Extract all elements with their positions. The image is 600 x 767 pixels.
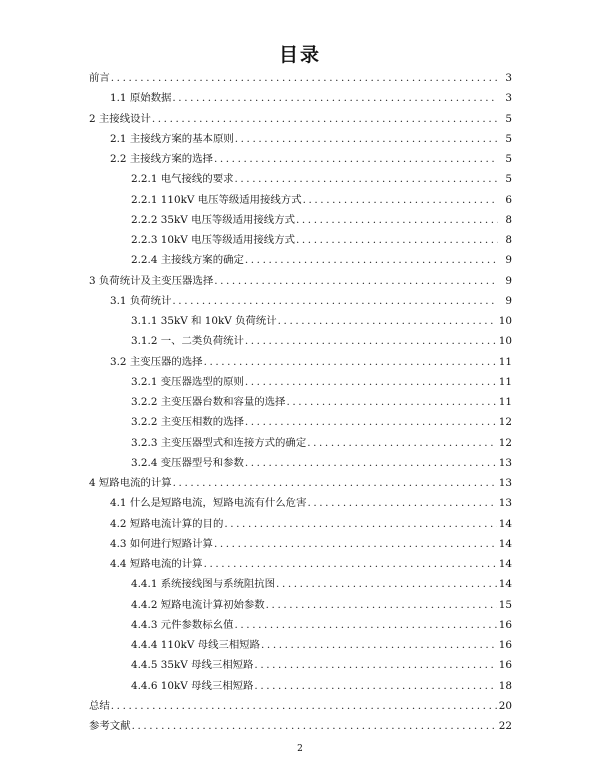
toc-entry[interactable]: [131, 453, 512, 473]
toc-entry[interactable]: [131, 595, 512, 615]
toc-leader-dots: [234, 169, 498, 189]
toc-entry-label: 3.1.1 35kV 和 10kV 负荷统计: [131, 315, 277, 327]
toc-entry[interactable]: [110, 554, 512, 574]
toc-entry-label: 3.2.4 变压器型号和参数: [131, 456, 244, 469]
toc-entry[interactable]: [110, 88, 512, 108]
toc-entry-label: 2.1 主接线方案的基本原则: [110, 132, 234, 145]
toc-entry[interactable]: [110, 352, 512, 372]
toc-entry-page: 8: [505, 213, 512, 226]
toc-entry-label: 3.2.2 主变压器台数和容量的选择: [131, 396, 286, 408]
toc-leader-dots: [245, 412, 497, 432]
toc-entry[interactable]: [131, 210, 512, 230]
toc-entry-page: 12: [498, 416, 512, 429]
toc-leader-dots: [254, 676, 496, 696]
toc-entry[interactable]: [89, 271, 512, 291]
toc-entry-label: 2.2.1 110kV 电压等级适用接线方式: [131, 193, 302, 206]
toc-entry-page: 14: [498, 578, 512, 591]
page-number: 2: [297, 744, 303, 754]
toc-entry-page: 9: [505, 274, 512, 287]
toc-entry-label: 1.1 原始数据: [110, 92, 172, 105]
toc-leader-dots: [245, 453, 497, 473]
toc-entry-label: 4.4.1 系统接线图与系统阻抗图: [131, 578, 276, 591]
toc-leader-dots: [204, 554, 497, 574]
toc-entry[interactable]: [131, 372, 512, 392]
toc-leader-dots: [245, 331, 497, 351]
toc-leader-dots: [152, 109, 498, 129]
toc-leader-dots: [214, 271, 498, 291]
toc-entry[interactable]: [131, 190, 512, 210]
page-title: 目录: [278, 44, 321, 66]
toc-leader-dots: [254, 655, 496, 675]
toc-entry-label: 2.2.4 主接线方案的确定: [131, 254, 244, 267]
toc-entry-label: 3.2 主变压器的选择: [110, 355, 203, 368]
toc-entry-page: 5: [505, 132, 512, 145]
toc-leader-dots: [296, 210, 498, 230]
toc-entry-label: 4.4.5 35kV 母线三相短路: [131, 659, 254, 672]
toc-entry-label: 3.1 负荷统计: [110, 294, 172, 307]
toc-entry-page: 14: [498, 517, 512, 530]
toc-entry[interactable]: [89, 716, 512, 736]
toc-entry[interactable]: [110, 149, 512, 169]
toc-leader-dots: [307, 433, 497, 453]
toc-entry-label: 2.2.1 电气接线的要求: [131, 173, 234, 186]
toc-leader-dots: [286, 392, 496, 412]
toc-entry-label: 4.4.4 110kV 母线三相短路: [131, 639, 261, 651]
toc-entry[interactable]: [89, 696, 512, 716]
toc-entry[interactable]: [110, 129, 512, 149]
toc-entry-page: 16: [498, 639, 512, 651]
toc-entry[interactable]: [110, 493, 512, 513]
toc-leader-dots: [173, 473, 497, 493]
toc-entry-page: 10: [498, 335, 512, 348]
toc-entry-label: 4 短路电流的计算: [89, 477, 172, 489]
toc-entry-label: 2 主接线设计: [89, 112, 151, 125]
toc-leader-dots: [261, 635, 497, 655]
toc-entry[interactable]: [110, 514, 512, 534]
toc-leader-dots: [224, 514, 496, 534]
toc-entry[interactable]: [131, 433, 512, 453]
toc-entry[interactable]: [89, 473, 512, 493]
toc-entry-page: 20: [498, 699, 512, 712]
toc-entry-label: 参考文献: [89, 720, 131, 732]
toc-entry[interactable]: [89, 109, 512, 129]
toc-entry-page: 5: [505, 112, 512, 125]
toc-entry[interactable]: [131, 169, 512, 189]
toc-entry-page: 11: [498, 375, 512, 388]
toc-entry-label: 3.2.3 主变压器型式和连接方式的确定: [131, 436, 307, 449]
toc-entry[interactable]: [110, 534, 512, 554]
toc-entry-label: 4.4.2 短路电流计算初始参数: [131, 598, 265, 611]
toc-entry-page: 13: [498, 456, 512, 469]
toc-entry[interactable]: [131, 574, 512, 594]
toc-entry-label: 4.4 短路电流的计算: [110, 558, 203, 570]
toc-entry-label: 4.1 什么是短路电流，短路电流有什么危害: [110, 497, 307, 510]
toc-entry[interactable]: [131, 635, 512, 655]
toc-entry-page: 11: [498, 396, 512, 408]
toc-entry[interactable]: [89, 68, 512, 88]
toc-entry-page: 3: [505, 92, 512, 105]
toc-entry-label: 4.2 短路电流计算的目的: [110, 517, 224, 530]
toc-entry-page: 16: [498, 659, 512, 672]
toc-entry-page: 10: [498, 315, 512, 327]
toc-entry-page: 5: [505, 153, 512, 165]
toc-entry-label: 3.2.1 变压器选型的原则: [131, 375, 244, 388]
toc-entry[interactable]: [131, 311, 512, 331]
toc-leader-dots: [276, 574, 497, 594]
toc-entry-label: 前言: [89, 72, 110, 84]
toc-entry[interactable]: [131, 412, 512, 432]
toc-entry-label: 2.2.3 10kV 电压等级适用接线方式: [131, 234, 295, 246]
toc-leader-dots: [245, 372, 497, 392]
toc-entry-page: 13: [498, 477, 512, 489]
toc-entry-page: 6: [505, 193, 512, 206]
toc-entry-page: 13: [498, 497, 512, 510]
toc-entry-label: 总结: [89, 699, 110, 712]
toc-entry[interactable]: [110, 291, 512, 311]
toc-entry-page: 22: [498, 720, 512, 732]
toc-entry-page: 3: [505, 72, 512, 84]
toc-leader-dots: [172, 88, 498, 108]
toc-leader-dots: [278, 311, 497, 331]
toc-entry[interactable]: [131, 250, 512, 270]
toc-leader-dots: [307, 493, 496, 513]
toc-entry-page: 5: [505, 173, 512, 186]
toc-leader-dots: [172, 291, 498, 311]
toc-entry[interactable]: [131, 392, 512, 412]
toc-entry[interactable]: [131, 230, 512, 250]
toc-entry-label: 3.2.2 主变压相数的选择: [131, 416, 244, 429]
toc-entry-page: 16: [498, 618, 512, 631]
toc-entry[interactable]: [131, 655, 512, 675]
toc-leader-dots: [303, 190, 498, 210]
toc-entry-label: 4.3 如何进行短路计算: [110, 537, 213, 550]
toc-entry-label: 4.4.3 元件参数标幺值: [131, 618, 234, 631]
toc-entry-page: 14: [498, 558, 512, 570]
toc-entry-page: 15: [498, 598, 512, 611]
toc-entry[interactable]: [131, 676, 512, 696]
toc-leader-dots: [296, 230, 498, 250]
toc-entry-page: 14: [498, 537, 512, 550]
toc-leader-dots: [132, 716, 497, 736]
toc-entry-label: 4.4.6 10kV 母线三相短路: [131, 679, 254, 692]
toc-entry-page: 9: [505, 254, 512, 267]
toc-leader-dots: [214, 149, 498, 169]
toc-entry-page: 11: [498, 355, 512, 368]
toc-leader-dots: [214, 534, 497, 554]
toc-leader-dots: [235, 129, 498, 149]
toc-entry-page: 12: [498, 436, 512, 449]
toc-leader-dots: [234, 615, 496, 635]
toc-entry-label: 2.2.2 35kV 电压等级适用接线方式: [131, 213, 295, 226]
toc-entry-page: 8: [505, 234, 512, 246]
toc-leader-dots: [111, 68, 498, 88]
toc-leader-dots: [204, 352, 497, 372]
toc-entry-page: 9: [505, 294, 512, 307]
toc-entry-label: 3.1.2 一、二类负荷统计: [131, 335, 244, 348]
toc-leader-dots: [245, 250, 498, 270]
toc-leader-dots: [266, 595, 497, 615]
toc-entry-label: 3 负荷统计及主变压器选择: [89, 274, 214, 287]
toc-entry[interactable]: [131, 331, 512, 351]
toc-entry[interactable]: [131, 615, 512, 635]
toc-entry-label: 2.2 主接线方案的选择: [110, 153, 213, 165]
toc-entry-page: 18: [498, 679, 512, 692]
toc-leader-dots: [111, 696, 497, 716]
